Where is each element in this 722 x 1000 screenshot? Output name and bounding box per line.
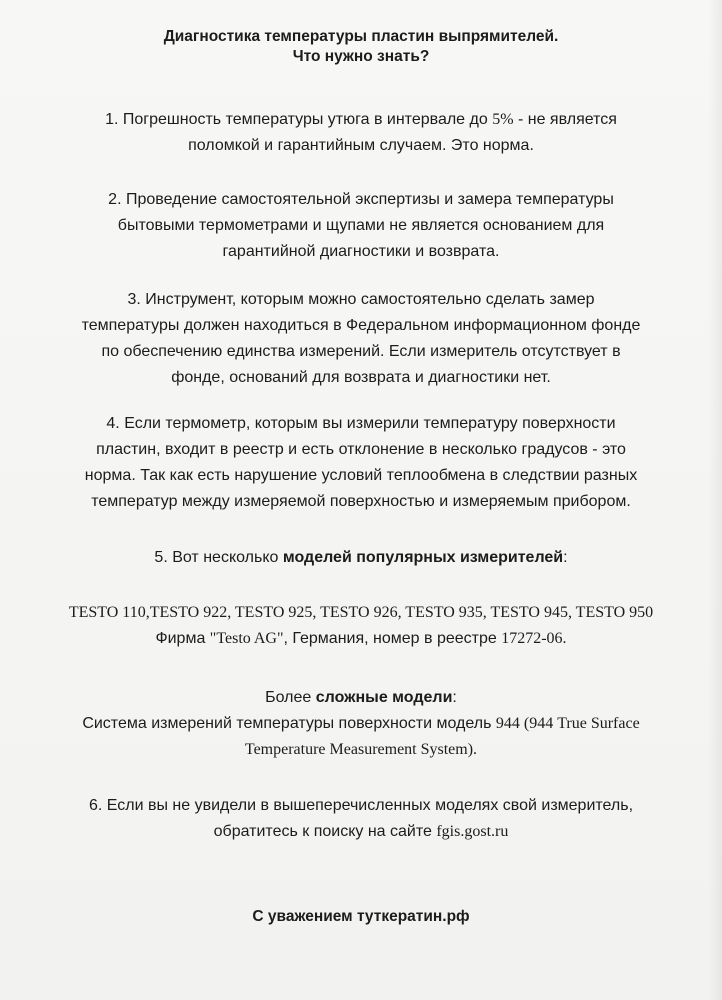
document-title: [0, 27, 722, 67]
fgis-site-link: fgis.gost.ru: [436, 823, 509, 840]
complex-models-line-3: Temperature Measurement System).: [244, 741, 478, 758]
p5-bold-text: моделей популярных измерителей: [282, 549, 564, 566]
paragraph-6: [0, 793, 722, 845]
p5-prefix: 5. Вот несколько: [154, 549, 283, 566]
paragraph-3-line-3: по обеспечению единства измерений. Если измеритель отсутствует в: [101, 343, 621, 360]
paragraph-3: [0, 287, 722, 391]
paragraph-6-line-2: [0, 819, 722, 845]
firm-country: , Германия, номер в реестре: [283, 630, 502, 647]
complex-heading-colon: :: [452, 689, 457, 706]
paragraph-4-line-4: температур между измеряемой поверхностью и измеряемым прибором.: [91, 493, 631, 510]
paragraph-2-line-3: гарантийной диагностики и возврата.: [222, 243, 500, 260]
paragraph-4: [0, 411, 722, 515]
p5-suffix: :: [563, 549, 568, 566]
complex-line-2-model: 944 (944 True Surface: [495, 715, 640, 732]
complex-models: [0, 685, 722, 763]
paragraph-2-line-2: бытовыми термометрами и щупами не является основанием для: [117, 217, 605, 234]
paragraph-3-line-2: температуры должен находиться в Федеральном информационном фонде: [81, 317, 641, 334]
paragraph-5-line-1: [0, 545, 722, 571]
paragraph-2-line-1: 2. Проведение самостоятельной экспертизы и замера температуры: [108, 191, 614, 208]
paragraph-4-line-3: норма. Так как есть нарушение условий теплообмена в следствии разных: [84, 467, 638, 484]
p6-line-2-text: обратитесь к поиску на сайте: [213, 823, 437, 840]
firm-label: Фирма: [155, 630, 210, 647]
complex-heading-bold: сложные модели: [315, 689, 453, 706]
models-firm-line: [0, 626, 722, 652]
paragraph-1-line-1: [0, 107, 722, 133]
paragraph-4-line-1: 4. Если термометр, которым вы измерили температуру поверхности: [106, 415, 616, 432]
paragraph-3-line-4: фонде, оснований для возврата и диагностики нет.: [171, 369, 551, 386]
signature: С уважением туткератин.рф: [252, 908, 470, 925]
paragraph-1: [0, 107, 722, 159]
paragraph-3-line-1: 3. Инструмент, которым можно самостоятельно сделать замер: [127, 291, 595, 308]
complex-heading-a: Более: [265, 689, 316, 706]
complex-line-2-text: Система измерений температуры поверхности модель: [82, 715, 496, 732]
registry-number: 17272-06.: [501, 630, 567, 647]
title-line-1: Диагностика температуры пластин выпрямителей.: [163, 28, 559, 45]
p1-text-c: - не является: [513, 111, 617, 128]
paragraph-2: [0, 187, 722, 265]
p1-percent: 5%: [492, 111, 514, 128]
paragraph-1-line-2: поломкой и гарантийным случаем. Это норма.: [188, 137, 534, 154]
models-list: [0, 600, 722, 652]
paragraph-4-line-2: пластин, входит в реестр и есть отклонение в несколько градусов - это: [96, 441, 626, 458]
paragraph-5: [0, 545, 722, 571]
complex-models-line-2: [0, 711, 722, 737]
models-list-line: TESTO 110,TESTO 922, TESTO 925, TESTO 926, TESTO 935, TESTO 945, TESTO 950: [68, 604, 654, 621]
title-line-2: Что нужно знать?: [292, 48, 430, 65]
firm-name: "Testo AG": [209, 630, 284, 647]
paragraph-6-line-1: 6. Если вы не увидели в вышеперечисленных моделях свой измеритель,: [88, 797, 634, 814]
p1-text-a: 1. Погрешность температуры утюга в интервале до: [105, 111, 493, 128]
complex-models-heading: [0, 685, 722, 711]
